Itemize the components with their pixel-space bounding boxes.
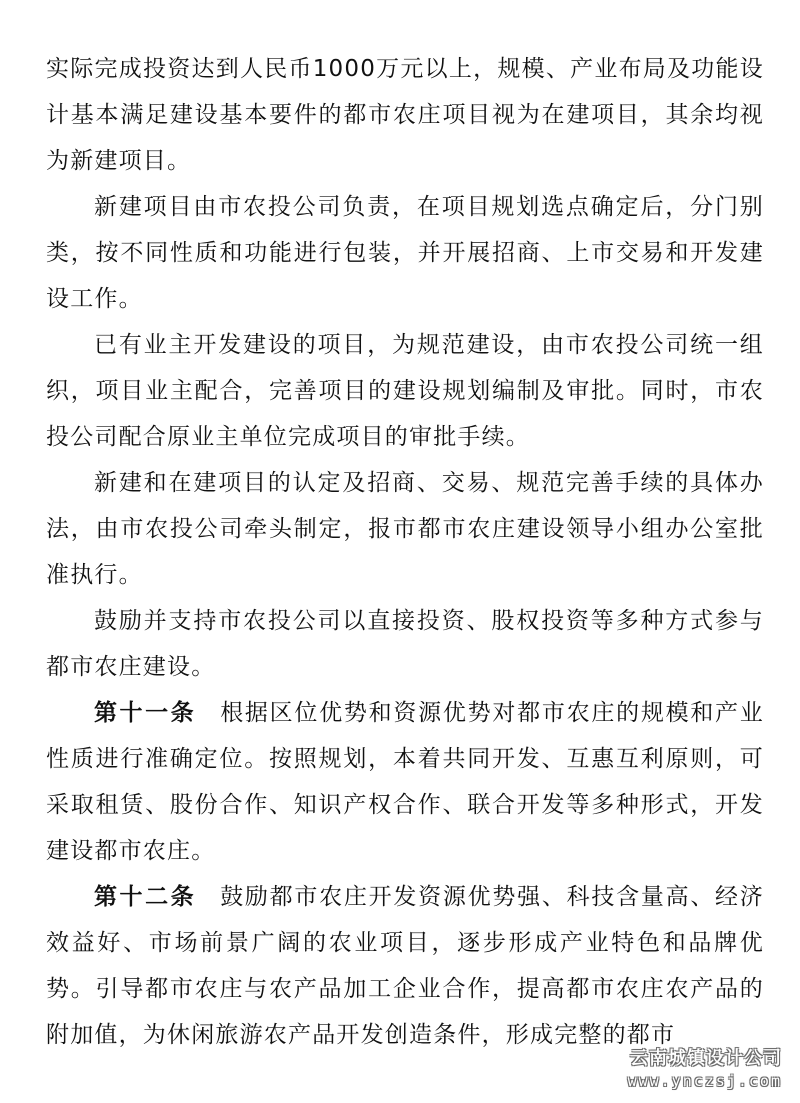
paragraph-investment-support: 鼓励并支持市农投公司以直接投资、股权投资等多种方式参与都市农庄建设。 xyxy=(46,608,764,680)
article-11-number: 第十一条 xyxy=(94,700,197,726)
paragraph-continuation: 实际完成投资达到人民币1000万元以上，规模、产业布局及功能设计基本满足建设基本要件的都市农庄项目视为在建项目，其余均视为新建项目。 xyxy=(46,56,764,174)
article-11 xyxy=(46,690,764,874)
article-11-text: 根据区位优势和资源优势对都市农庄的规模和产业性质进行准确定位。按照规划，本着共同开发、互惠互利原则，可采取租赁、股份合作、知识产权合作、联合开发等多种形式，开发建设都市农庄。 xyxy=(46,700,765,864)
watermark xyxy=(582,1047,782,1091)
article-12 xyxy=(46,874,764,1058)
watermark-company-name: 云南城镇设计公司 xyxy=(630,1048,782,1069)
paragraph-existing-projects: 已有业主开发建设的项目，为规范建设，由市农投公司统一组织，项目业主配合，完善项目的建设规划编制及审批。同时，市农投公司配合原业主单位完成项目的审批手续。 xyxy=(46,332,764,450)
document-body xyxy=(46,46,764,1058)
watermark-url: www.ynczsj.com xyxy=(627,1072,782,1090)
article-12-number: 第十二条 xyxy=(94,884,197,910)
paragraph-new-projects: 新建项目由市农投公司负责，在项目规划选点确定后，分门别类，按不同性质和功能进行包装，并开展招商、上市交易和开发建设工作。 xyxy=(46,194,764,312)
paragraph-procedures: 新建和在建项目的认定及招商、交易、规范完善手续的具体办法，由市农投公司牵头制定，报市都市农庄建设领导小组办公室批准执行。 xyxy=(46,470,764,588)
article-12-text: 鼓励都市农庄开发资源优势强、科技含量高、经济效益好、市场前景广阔的农业项目，逐步形成产业特色和品牌优势。引导都市农庄与农产品加工企业合作，提高都市农庄农产品的附加值，为休闲旅游农产品开发创造条件，形成完整的都市 xyxy=(46,884,765,1048)
